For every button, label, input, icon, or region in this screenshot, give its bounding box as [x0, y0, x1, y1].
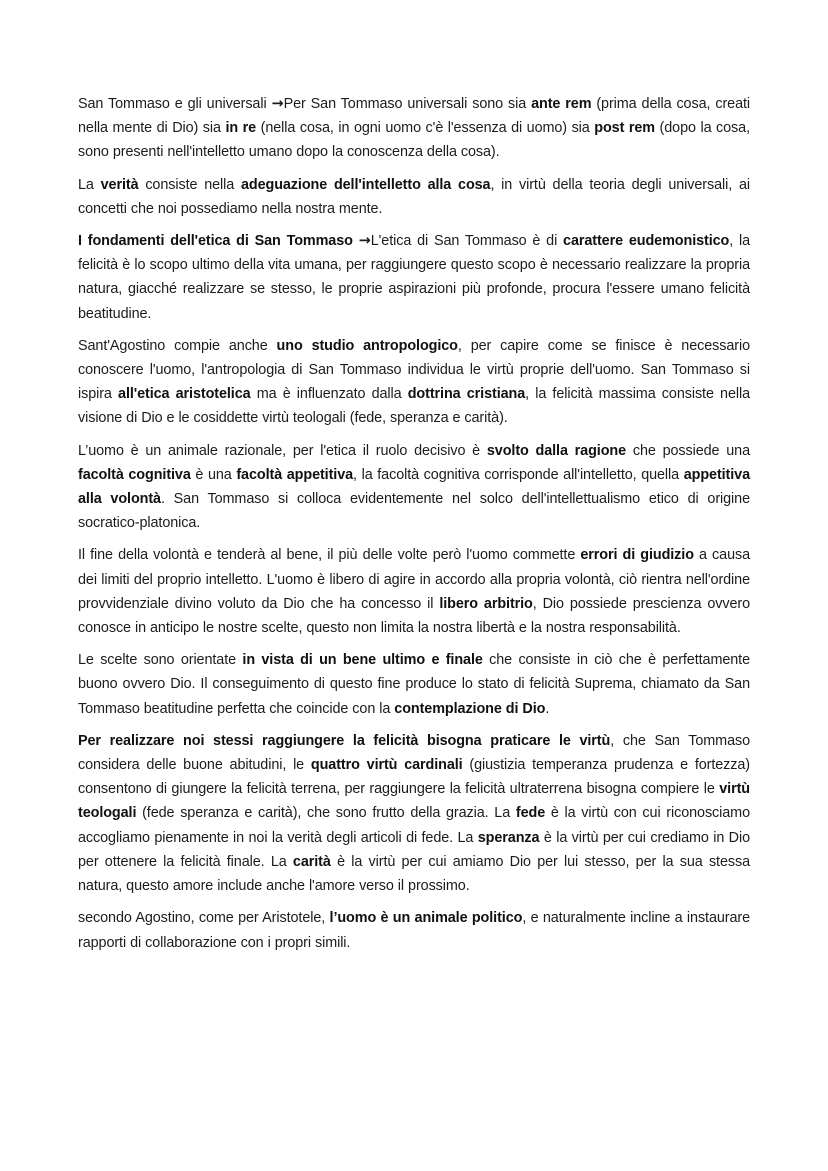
- body-text: è una: [190, 466, 237, 483]
- paragraph: [78, 173, 750, 221]
- body-text: Il fine della volontà e tenderà al bene, il più delle volte però l'uomo commette: [78, 547, 581, 564]
- body-text: , la felicità massima consiste nella visione di Dio e le cosiddette virtù teologali (fede, speranza e carità).: [78, 386, 750, 427]
- body-text: , in virtù della teoria degli universali, ai concetti che noi possediamo nella nostra mente.: [78, 176, 750, 217]
- body-text: è la virtù per cui amiamo Dio per lui stesso, per la sua stessa natura, questo amore include anche l'amore verso il prossimo.: [78, 853, 750, 895]
- body-text: , che San Tommaso considera delle buone abitudini, le: [78, 732, 750, 774]
- body-text: secondo Agostino, come per Aristotele,: [78, 910, 330, 927]
- body-text: consiste nella: [138, 176, 241, 193]
- body-text: , per capire come se finisce è necessario conoscere l'uomo, l'antropologia di San Tommaso individua le virtù proprie dell'uomo. San Tommaso si ispira: [78, 337, 750, 403]
- body-text: La: [78, 176, 101, 193]
- emphasis-text: facoltà cognitiva: [78, 466, 191, 483]
- body-text: a causa dei limiti del proprio intelletto. L'uomo è libero di agire in accordo alla propria volontà, ciò rientra nell'ordine provvidenziale divino voluto da Dio che ha concesso il: [78, 547, 751, 612]
- body-text: , la facoltà cognitiva corrisponde all'intelletto, quella: [353, 466, 684, 483]
- body-text: (fede speranza e carità), che sono frutto della grazia. La: [136, 805, 516, 822]
- body-text: L’uomo è un animale razionale, per l'etica il ruolo decisivo è: [78, 442, 487, 459]
- emphasis-text: carità: [292, 853, 331, 870]
- paragraph: [78, 334, 750, 431]
- body-text: Le scelte sono orientate: [78, 652, 243, 669]
- body-text: è la virtù per cui crediamo in Dio per ottenere la felicità finale. La: [78, 829, 750, 870]
- emphasis-text: appetitiva alla volontà: [78, 466, 750, 508]
- body-text: San Tommaso e gli universali: [78, 96, 272, 112]
- emphasis-text: libero arbitrio: [439, 595, 533, 612]
- body-text: (nella cosa, in ogni uomo c'è l'essenza di uomo) sia: [256, 120, 595, 137]
- emphasis-text: post rem: [594, 120, 655, 137]
- right-arrow-icon: →: [358, 233, 371, 250]
- body-text: , Dio possiede prescienza ovvero conosce in anticipo le nostre scelte, questo non limita la nostra libertà e la nostra responsabilità.: [78, 595, 750, 637]
- body-text: . San Tommaso si colloca evidentemente nel solco dell'intellettualismo etico di origine socratico-platonica.: [78, 491, 750, 532]
- emphasis-text: in re: [225, 120, 257, 137]
- paragraph: [78, 439, 750, 536]
- body-text: Sant'Agostino compie anche: [78, 337, 277, 354]
- right-arrow-icon: →: [271, 96, 284, 112]
- body-text: L'etica di San Tommaso è di: [370, 233, 564, 250]
- paragraph: [78, 92, 750, 165]
- body-text: (giustizia temperanza prudenza e fortezza) consentono di giungere la felicità terrena, per raggiungere la felicità ultraterrena bisogna compiere le: [78, 757, 750, 798]
- paragraph: [78, 543, 750, 640]
- paragraph: [78, 648, 750, 721]
- emphasis-text: adeguazione dell'intelletto alla cosa: [240, 176, 491, 193]
- emphasis-text: contemplazione di Dio: [394, 700, 546, 717]
- emphasis-text: l’uomo è un animale politico: [329, 910, 523, 927]
- emphasis-text: dottrina cristiana: [407, 386, 526, 403]
- body-text: (dopo la cosa, sono presenti nell'intelletto umano dopo la conoscenza della cosa).: [78, 120, 750, 161]
- emphasis-text: uno studio antropologico: [276, 337, 458, 354]
- body-text: Per San Tommaso universali sono sia: [283, 96, 532, 112]
- emphasis-text: carattere eudemonistico: [563, 233, 730, 250]
- emphasis-text: errori di giudizio: [580, 547, 694, 564]
- paragraph: [78, 906, 750, 954]
- paragraph: [78, 229, 750, 326]
- emphasis-text: Per realizzare noi stessi raggiungere la felicità bisogna praticare le virtù: [78, 732, 611, 749]
- emphasis-text: verità: [100, 176, 139, 193]
- body-text: ma è influenzato dalla: [250, 386, 408, 403]
- body-text: è la virtù con cui riconosciamo accogliamo pienamente in noi la verità degli articoli di fede. La: [78, 805, 750, 846]
- emphasis-text: I fondamenti dell'etica di San Tommaso: [78, 233, 359, 250]
- body-text: che consiste in ciò che è perfettamente buono ovvero Dio. Il conseguimento di questo fine produce lo stato di felicità Suprema, chiamato da San Tommaso beatitudine perfetta che coincide con la: [78, 652, 750, 717]
- emphasis-text: ante rem: [531, 96, 592, 112]
- emphasis-text: facoltà appetitiva: [236, 466, 354, 483]
- document-body: [78, 92, 750, 955]
- emphasis-text: svolto dalla ragione: [486, 442, 627, 459]
- emphasis-text: virtù teologali: [78, 781, 750, 822]
- emphasis-text: fede: [515, 805, 546, 822]
- body-text: che possiede una: [626, 442, 750, 459]
- paragraph: [78, 729, 750, 898]
- emphasis-text: in vista di un bene ultimo e finale: [242, 652, 483, 669]
- body-text: (prima della cosa, creati nella mente di Dio) sia: [78, 96, 750, 137]
- body-text: .: [545, 700, 550, 717]
- emphasis-text: all'etica aristotelica: [118, 386, 251, 403]
- emphasis-text: quattro virtù cardinali: [310, 757, 463, 774]
- body-text: , e naturalmente incline a instaurare rapporti di collaborazione con i propri simili.: [78, 910, 751, 951]
- emphasis-text: speranza: [477, 829, 540, 846]
- body-text: , la felicità è lo scopo ultimo della vita umana, per raggiungere questo scopo è necessario realizzare la propria natura, giacché realizzare se stesso, le proprie aspirazioni più profonde, procura l'essere umano felicità beatitudine.: [78, 233, 751, 322]
